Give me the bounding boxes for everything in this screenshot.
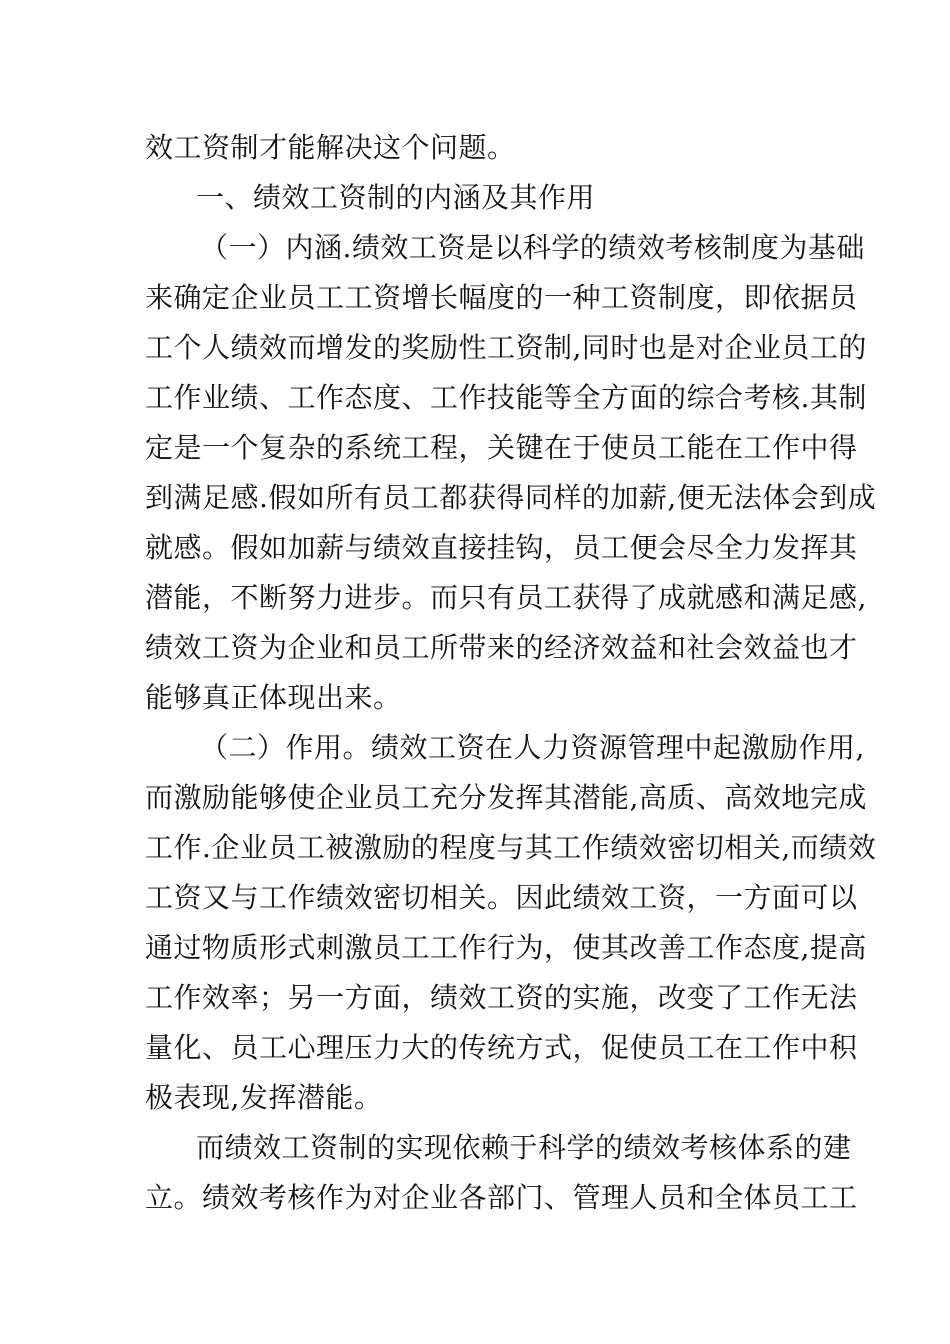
- text-line: 来确定企业员工工资增长幅度的一种工资制度，即依据员: [145, 281, 858, 314]
- text-line: 定是一个复杂的系统工程，关键在于使员工能在工作中得: [145, 431, 858, 464]
- text-line: 就感。假如加薪与绩效直接挂钩，员工便会尽全力发挥其: [145, 531, 858, 564]
- text-line: 而激励能够使企业员工充分发挥其潜能,高质、高效地完成: [145, 781, 867, 814]
- text-line: 极表现,发挥潜能。: [145, 1081, 383, 1114]
- text-line: 工作业绩、工作态度、工作技能等全方面的综合考核.其制: [145, 381, 867, 414]
- text-line: 工作效率；另一方面，绩效工资的实施，改变了工作无法: [145, 981, 858, 1014]
- text-line: 而绩效工资制的实现依赖于科学的绩效考核体系的建: [196, 1131, 852, 1164]
- text-line: 量化、员工心理压力大的传统方式，促使员工在工作中积: [145, 1031, 858, 1064]
- text-line: 效工资制才能解决这个问题。: [145, 131, 516, 164]
- text-line: （二）作用。绩效工资在人力资源管理中起激励作用,: [200, 731, 865, 764]
- text-line: 潜能，不断努力进步。而只有员工获得了成就感和满足感,: [145, 581, 867, 614]
- text-line: （一）内涵.绩效工资是以科学的绩效考核制度为基础: [200, 231, 865, 264]
- text-line: 通过物质形式刺激员工工作行为，使其改善工作态度,提高: [145, 931, 867, 964]
- text-line: 能够真正体现出来。: [145, 681, 402, 714]
- text-line: 立。绩效考核作为对企业各部门、管理人员和全体员工工: [145, 1181, 858, 1214]
- text-line: 绩效工资为企业和员工所带来的经济效益和社会效益也才: [145, 631, 858, 664]
- text-line: 工个人绩效而增发的奖励性工资制,同时也是对企业员工的: [145, 331, 867, 364]
- text-line: 工资又与工作绩效密切相关。因此绩效工资，一方面可以: [145, 881, 858, 914]
- text-line: 到满足感.假如所有员工都获得同样的加薪,便无法体会到成: [145, 481, 877, 514]
- text-line: 工作.企业员工被激励的程度与其工作绩效密切相关,而绩效: [145, 831, 877, 864]
- section-heading: 一、绩效工资制的内涵及其作用: [196, 181, 596, 214]
